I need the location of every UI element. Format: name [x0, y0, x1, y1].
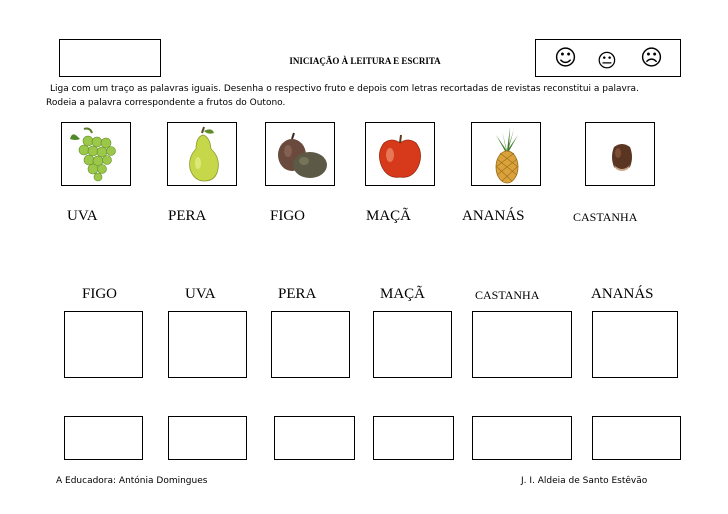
word-figo[interactable]: FIGO — [270, 208, 306, 224]
fruit-box-pineapple — [471, 122, 541, 186]
letters-box[interactable] — [592, 416, 681, 460]
grapes-image — [62, 123, 132, 187]
neutral-face-icon[interactable]: 😐 — [597, 50, 617, 72]
footer-school: J. I. Aldeia de Santo Estêvão — [521, 476, 648, 486]
drawing-box[interactable] — [271, 311, 350, 378]
letters-box[interactable] — [168, 416, 247, 460]
word-maca[interactable]: MAÇÃ — [380, 286, 426, 302]
drawing-box[interactable] — [64, 311, 143, 378]
word-uva[interactable]: UVA — [67, 208, 98, 224]
word-figo[interactable]: FIGO — [82, 286, 118, 302]
fruit-box-apple — [365, 122, 435, 186]
fruit-box-pear — [167, 122, 237, 186]
word-pera[interactable]: PERA — [168, 208, 207, 224]
fruit-box-figs — [265, 122, 335, 186]
happy-face-icon[interactable]: ☺ — [554, 46, 577, 71]
fruit-box-chestnut — [585, 122, 655, 186]
chestnut-image — [586, 123, 656, 187]
figs-image — [266, 123, 336, 187]
drawing-box[interactable] — [373, 311, 452, 378]
pineapple-image — [472, 123, 542, 187]
footer-educator: A Educadora: Antónia Domingues — [56, 476, 208, 486]
sad-face-icon[interactable]: ☹ — [640, 46, 663, 71]
word-castanha[interactable]: CASTANHA — [475, 288, 540, 302]
drawing-box[interactable] — [592, 311, 678, 378]
name-box[interactable] — [59, 39, 161, 77]
instruction-line-2: Rodeia a palavra correspondente a frutos do Outono. — [46, 98, 286, 108]
word-castanha[interactable]: CASTANHA — [573, 210, 638, 224]
pear-image — [168, 123, 238, 187]
word-pera[interactable]: PERA — [278, 286, 317, 302]
word-ananas[interactable]: ANANÁS — [462, 208, 525, 224]
letters-box[interactable] — [64, 416, 143, 460]
letters-box[interactable] — [274, 416, 355, 460]
word-ananas[interactable]: ANANÁS — [591, 286, 654, 302]
word-uva[interactable]: UVA — [185, 286, 216, 302]
word-maca[interactable]: MAÇÃ — [366, 208, 412, 224]
page-title: INICIAÇÃO À LEITURA E ESCRITA — [289, 56, 441, 66]
letters-box[interactable] — [472, 416, 572, 460]
instruction-line-1: Liga com um traço as palavras iguais. Desenha o respectivo fruto e depois com letras recortadas de revistas reconstitui a palavra. — [50, 84, 639, 94]
drawing-box[interactable] — [472, 311, 572, 378]
letters-box[interactable] — [373, 416, 454, 460]
drawing-box[interactable] — [168, 311, 247, 378]
fruit-box-grapes — [61, 122, 131, 186]
apple-image — [366, 123, 436, 187]
